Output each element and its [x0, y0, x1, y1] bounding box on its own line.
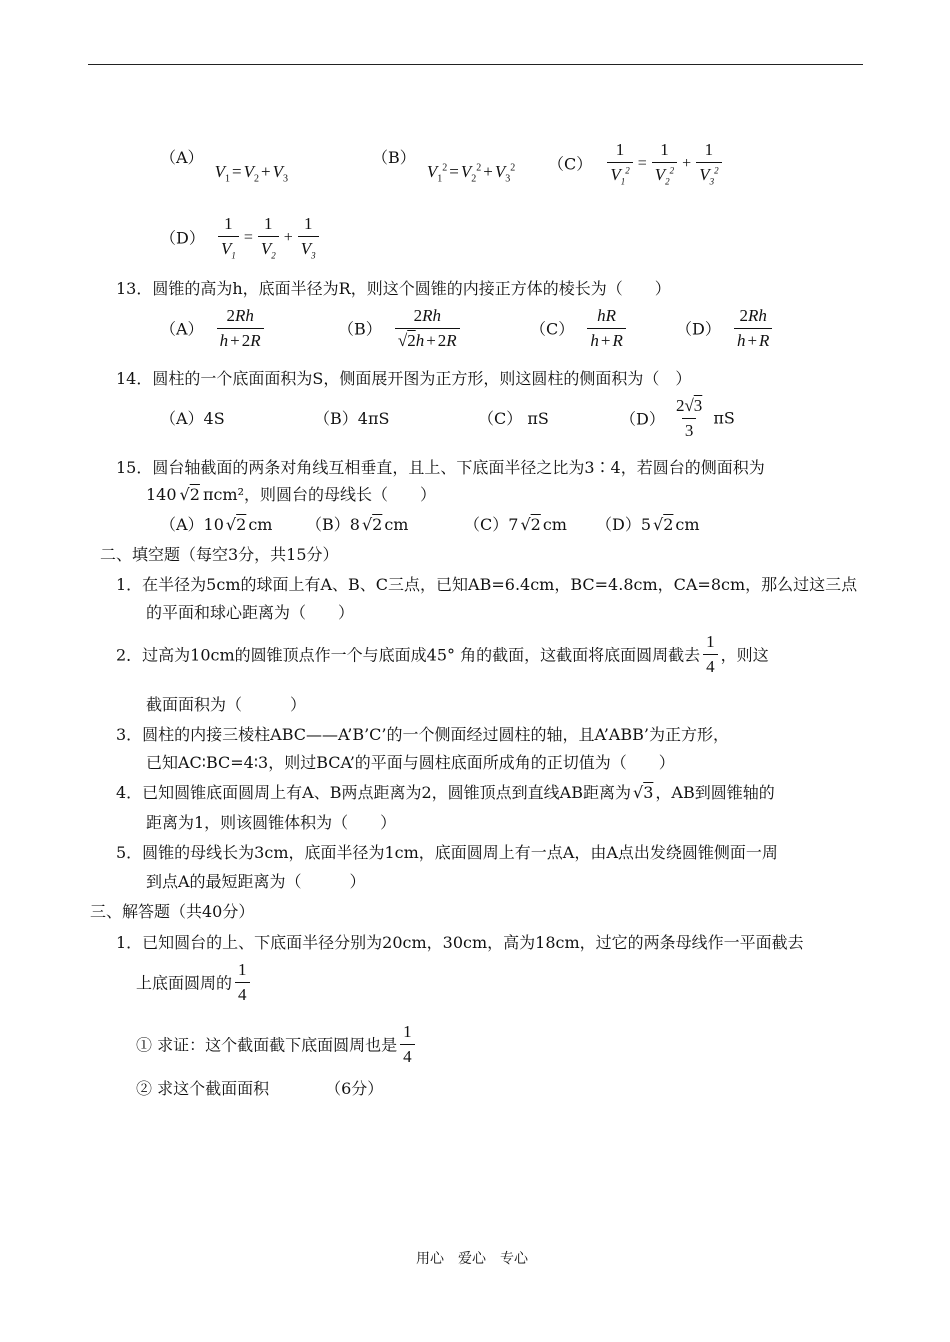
q13-stem: 13．圆锥的高为h，底面半径为R，则这个圆锥的内接正方体的棱长为（ ） [116, 279, 671, 298]
section-3-title: 三、解答题（共40分） [90, 902, 255, 921]
solve-q1-sub1: ① 求证：这个截面截下底面圆周也是 $\frac{1}{4}$ [136, 1022, 418, 1066]
q14-option-c: （C） πS [478, 409, 549, 428]
section-2-title: 二、填空题（每空3分，共15分） [100, 545, 339, 564]
q13-option-a: （A） $\frac{2Rh}{h + 2R}$ [160, 306, 267, 350]
option-label: （B） [372, 148, 416, 167]
option-label: （D） [160, 228, 205, 248]
q13-option-b: （B） $\frac{2Rh}{√2h + 2R}$ [338, 306, 463, 350]
q13-option-c: （C） $\frac{hR}{h + R}$ [530, 306, 629, 350]
q14-option-b: （B）4πS [314, 409, 390, 428]
page-footer: 用心 爱心 专心 [416, 1251, 528, 1267]
q14-stem: 14．圆柱的一个底面面积为S，侧面展开图为正方形，则这圆柱的侧面积为（ ） [116, 369, 692, 388]
q12-option-a: （A） $V_1 = V_2 + V_3$ [160, 148, 289, 185]
fill-q4-line1: 4．已知圆锥底面圆周上有A、B两点距离为2，圆锥顶点到直线AB距离为 √3 ，AB到圆锥轴的 [116, 783, 775, 802]
header-rule [88, 64, 863, 65]
fill-q5-line1: 5．圆锥的母线长为3cm，底面半径为1cm，底面圆周上有一点A，由A点出发绕圆锥侧面一周 [116, 843, 778, 862]
q15-option-c: （C）7 √2 cm [464, 515, 567, 534]
q15-option-d: （D）5 √2 cm [596, 515, 700, 534]
fill-q2-line2: 截面面积为（ ） [146, 695, 307, 714]
option-label: （A） [160, 148, 204, 167]
fill-q3-line2: 已知AC∶BC=4∶3，则过BCA’的平面与圆柱底面所成角的正切值为（ ） [146, 753, 675, 772]
q15-stem-line2: 140 √2 πcm²，则圆台的母线长（ ） [146, 485, 437, 504]
fill-q3-line1: 3．圆柱的内接三棱柱ABC——A’B’C’的一个侧面经过圆柱的轴，且A’ABB’为正方形， [116, 725, 729, 744]
fill-q1-line2: 的平面和球心距离为（ ） [146, 603, 355, 622]
q12-option-d: （D） $\frac{1}{V_1}$ = $\frac{1}{V_2}$ + $\frac{1}{V_3}$ [160, 214, 322, 260]
fill-q2-line1: 2．过高为10cm的圆锥顶点作一个与底面成45° 角的截面，这截面将底面圆周截去 $\frac{1}{4}$ ，则这 [116, 632, 769, 676]
q15-option-b: （B）8 √2 cm [306, 515, 409, 534]
q12-option-c: （C） $\frac{1}{V_1^2}$ = $\frac{1}{V_2^2}$ + $\frac{1}{V_3^2}$ [548, 140, 725, 186]
q15-stem: 15．圆台轴截面的两条对角线互相垂直，且上、下底面半径之比为3∶4，若圆台的侧面积为 [116, 458, 765, 477]
q15-option-a: （A）10 √2 cm [160, 515, 273, 534]
q14-option-a: （A）4S [160, 409, 225, 428]
q12-option-b: （B） $V_1^2 = V_2^2 + V_3^2$ [372, 148, 516, 185]
fill-q4-line2: 距离为1，则该圆锥体积为（ ） [146, 813, 397, 832]
q13-option-d: （D） $\frac{2Rh}{h + R}$ [676, 306, 775, 350]
fill-q5-line2: 到点A的最短距离为（ ） [146, 872, 366, 891]
solve-q1-sub2: ② 求这个截面面积 （6分） [136, 1079, 384, 1098]
solve-q1-line2: 上底面圆周的 $\frac{1}{4}$ [136, 960, 253, 1004]
fill-q1-line1: 1．在半径为5cm的球面上有A、B、C三点，已知AB=6.4cm，BC=4.8cm，CA=8cm，那么过这三点 [116, 575, 858, 594]
solve-q1-line1: 1．已知圆台的上、下底面半径分别为20cm，30cm，高为18cm，过它的两条母线作一平面截去 [116, 933, 804, 952]
q14-option-d: （D） $\frac{2√3}{3}$ πS [620, 396, 735, 440]
option-label: （C） [548, 154, 593, 174]
